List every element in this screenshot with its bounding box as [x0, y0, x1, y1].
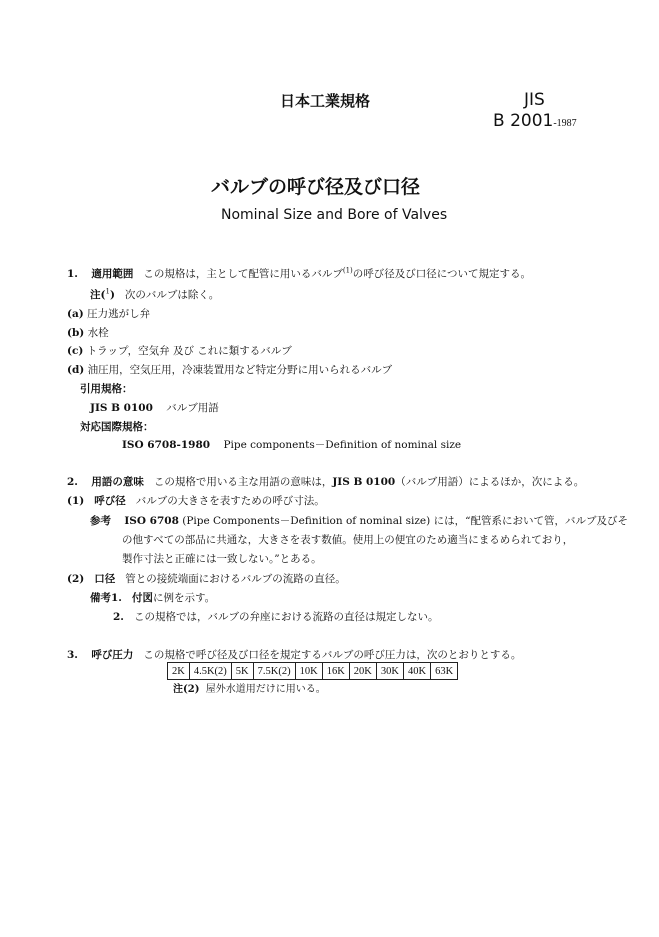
pressure-cell: 7.5K(2) [253, 663, 295, 680]
reference-note-line-3: 製作寸法と正確には一致しない。”とある。 [122, 553, 322, 565]
standard-number [493, 111, 577, 131]
list-item-c [67, 343, 292, 358]
section-3-heading: 呼び圧力 [91, 649, 134, 661]
list-item-b-label: (b) [67, 327, 85, 339]
section-1-text: この規格は，主として配管に用いるバルブ [143, 268, 343, 280]
term-1 [67, 493, 325, 508]
international-standard-heading: 対応国際規格： [80, 421, 154, 433]
reference-note-line-1 [90, 513, 628, 528]
section-1-heading: 適用範囲 [91, 268, 134, 280]
title-en: Nominal Size and Bore of Valves [221, 207, 448, 223]
term-1-label: (1) [67, 495, 85, 507]
referenced-standard-title: バルブ用語 [166, 402, 219, 414]
remark-2-label: 2. [113, 611, 124, 623]
pressure-cell: 2K [168, 663, 190, 680]
remark-2 [113, 609, 438, 624]
international-standard [122, 437, 461, 452]
term-2 [67, 571, 346, 586]
pressure-cell: 20K [349, 663, 376, 680]
standard-number-code: B 2001 [493, 111, 554, 131]
section-2-text-a: この規格で用いる主な用語の意味は， [153, 476, 333, 488]
reference-note-code: ISO 6708 [124, 515, 179, 527]
section-3-text: この規格で呼び径及び口径を規定するバルブの呼び圧力は，次のとおりとする。 [143, 649, 522, 661]
international-standard-code: ISO 6708-1980 [122, 439, 211, 451]
note-1-sup: 1 [105, 287, 110, 296]
pressure-cell: 4.5K(2) [189, 663, 231, 680]
section-1-number: 1. [67, 268, 78, 280]
term-2-text: 管との接続端面におけるバルブの流路の直径。 [125, 573, 346, 585]
list-item-a-text: 圧力逃がし弁 [87, 308, 151, 320]
section-1-line [67, 266, 531, 281]
title-ja: バルブの呼び径及び口径 [211, 176, 421, 198]
pressure-cell: 63K [431, 663, 458, 680]
note-2-label: 注(2) [173, 684, 200, 695]
pressure-table-wrap [167, 662, 458, 680]
note-1 [90, 287, 219, 302]
section-3-line [67, 647, 521, 662]
remark-1 [90, 590, 215, 605]
referenced-standard [90, 400, 219, 415]
list-item-c-text: トラップ，空気弁 及び これに類するバルブ [86, 345, 292, 357]
pressure-cell: 5K [231, 663, 253, 680]
international-standard-title: Pipe components－Definition of nominal size [223, 439, 462, 451]
pressure-table [167, 662, 458, 680]
list-item-b [67, 325, 109, 340]
pressure-cell: 30K [376, 663, 403, 680]
list-item-a-label: (a) [67, 308, 84, 320]
section-1-text2: の呼び径及び口径について規定する。 [352, 268, 532, 280]
remark-1-figure-ref: 付図 [131, 592, 153, 604]
section-3-number: 3. [67, 649, 78, 661]
standard-year: -1987 [553, 118, 577, 129]
list-item-a [67, 306, 150, 321]
standard-name: 日本工業規格 [280, 92, 371, 110]
referenced-standard-code: JIS B 0100 [90, 402, 153, 414]
list-item-d [67, 362, 392, 377]
list-item-b-text: 水栓 [87, 327, 109, 339]
note-2 [173, 680, 326, 695]
reference-note-label: 参考 [90, 515, 111, 527]
note-2-text: 屋外水道用だけに用いる。 [205, 684, 326, 695]
list-item-d-text: 油圧用，空気圧用，冷凍装置用など特定分野に用いられるバルブ [87, 364, 393, 376]
remark-1-text: に例を示す。 [152, 592, 216, 604]
term-1-heading: 呼び径 [94, 495, 126, 507]
section-1-sup: (1) [342, 266, 353, 275]
term-2-label: (2) [67, 573, 85, 585]
section-2-code: JIS B 0100 [332, 476, 396, 488]
pressure-cell: 16K [322, 663, 349, 680]
reference-note-line-2: の他すべての部品に共通な，大きさを表す数値。使用上の便宜のため適当にまるめられており， [122, 534, 574, 546]
section-2-text-b: （バルブ用語）によるほか，次による。 [395, 476, 585, 488]
list-item-c-label: (c) [67, 345, 84, 357]
jis-label: JIS [524, 90, 545, 110]
pressure-cell: 10K [295, 663, 322, 680]
referenced-standards-heading: 引用規格： [80, 383, 133, 395]
list-item-d-label: (d) [67, 364, 85, 376]
remark-1-label: 備考1. [90, 592, 122, 604]
remark-2-text: この規格では，バルブの弁座における流路の直径は規定しない。 [133, 611, 439, 623]
note-1-text: 次のバルブは除く。 [124, 289, 220, 301]
term-1-text: バルブの大きさを表すための呼び寸法。 [135, 495, 325, 507]
reference-note-text-1: (Pipe Components－Definition of nominal size) には，“配管系において管，バルブ及びそ [182, 515, 628, 527]
term-2-heading: 口径 [94, 573, 116, 585]
section-2-heading: 用語の意味 [91, 476, 144, 488]
section-2-line [67, 474, 584, 489]
note-1-close: ) [109, 289, 115, 301]
pressure-cell: 40K [403, 663, 430, 680]
note-1-label: 注( [90, 289, 106, 301]
section-2-number: 2. [67, 476, 78, 488]
table-row [168, 663, 458, 680]
